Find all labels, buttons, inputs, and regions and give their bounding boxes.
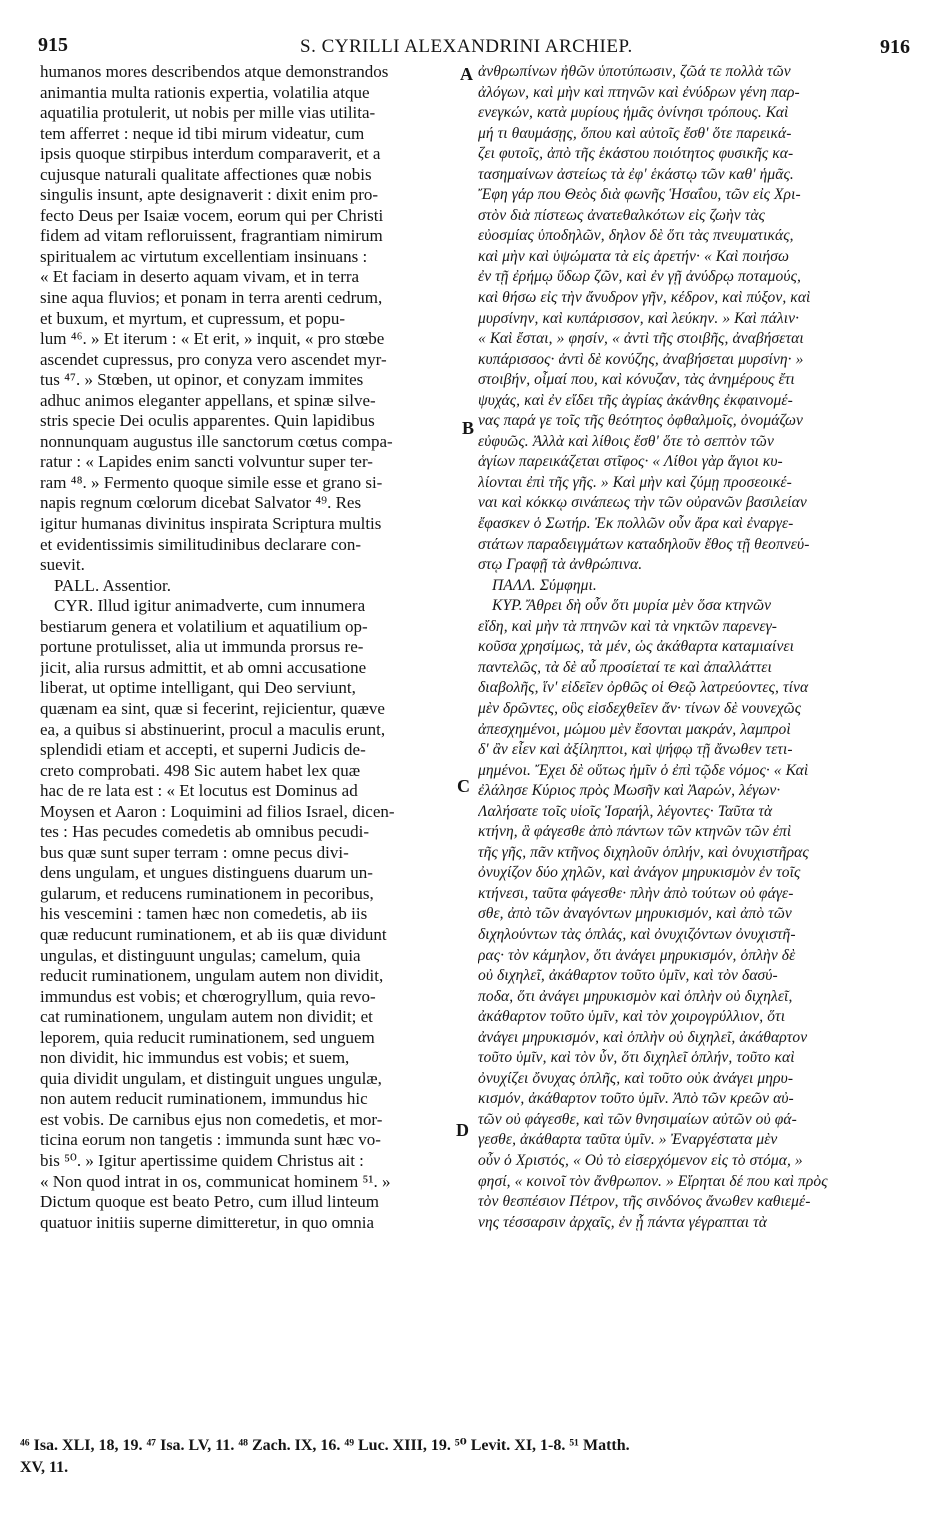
latin-text-line: non dividit, hic immundus est vobis; et suem, xyxy=(40,1048,350,1068)
latin-text-line: hac de re lata est : « Et locutus est Dominus ad xyxy=(40,781,358,801)
greek-text-line: ψυχάς, καὶ ἐν εἴδει τῆς ἀγρίας ἀκάνθης ἐκφαινομέ- xyxy=(478,391,793,409)
latin-text-line: cujusque naturali qualitate affectiones quæ nobis xyxy=(40,164,372,184)
greek-text-line: στὸν διὰ πίστεως ἀνατεθαλκότων εἰς ζωὴν τὰς xyxy=(478,206,766,224)
latin-text-line: ea, a quibus si abstinuerint, procul a maculis erunt, xyxy=(40,719,386,739)
latin-text-line: aquatilia protulerit, ut nobis per mille vias utilita- xyxy=(40,103,376,123)
latin-text-line: singulis insunt, apte designaverit : dixit enim pro- xyxy=(40,185,379,205)
greek-text-line: φησί, « κοινοῖ τὸν ἄνθρωπον. » Εἴρηται δέ που καὶ πρὸς xyxy=(478,1172,828,1190)
greek-text-line: οὐ διχηλεῖ, ἀκάθαρτον τοῦτο ὑμῖν, καὶ τὸν δασύ- xyxy=(478,967,778,985)
greek-text-line: « Καὶ ἔσται, » φησίν, « ἀντὶ τῆς στοιβῆς, ἀναβήσεται xyxy=(478,330,804,348)
latin-text-line: est vobis. De carnibus ejus non comedetis, et mor- xyxy=(40,1109,383,1129)
latin-text-line: adhuc animos eleganter appellans, et spinæ silve- xyxy=(40,390,376,410)
latin-text-line: ascendet cupressus, pro conyza vero ascendet myr- xyxy=(40,349,387,369)
greek-text-line: ρας· τὸν κάμηλον, ὅτι ἀνάγει μηρυκισμόν, ὁπλὴν δὲ xyxy=(478,946,796,964)
latin-text-line: fecto Deus per Isaiæ vocem, eorum qui per Christi xyxy=(40,205,384,225)
greek-text-line: τῶν οὐ φάγεσθε, καὶ τῶν θνησιμαίων αὐτῶν οὐ φά- xyxy=(478,1110,797,1128)
greek-text-line: καὶ θήσω εἰς τὴν ἄνυδρον γῆν, κέδρον, καὶ πύξον, καὶ xyxy=(478,289,811,307)
margin-marker-a: A xyxy=(460,64,473,84)
latin-text-line: napis regnum cœlorum dicebat Salvator ⁴⁹. Res xyxy=(40,493,362,513)
greek-text-line: κτήνεσι, ταῦτα φάγεσθε· πλὴν ἀπὸ τούτων οὐ φάγε- xyxy=(478,884,794,902)
margin-marker-b: B xyxy=(462,418,475,438)
greek-text-line: τὸν θεσπέσιον Πέτρον, τῆς σινδόνος ἄνωθεν καθιεμέ- xyxy=(478,1193,811,1211)
latin-text-line: nonnunquam augustus ille sanctorum cœtus compa- xyxy=(40,431,393,451)
latin-text-line: quia dividit ungulam, et distinguit ungues ungulæ, xyxy=(40,1068,382,1088)
latin-text-line: lum ⁴⁶. » Et iterum : « Et erit, » inquit, « pro stœbe xyxy=(40,329,385,349)
latin-text-line: sine aqua fluvios; et ponam in terra arenti cedrum, xyxy=(40,288,383,308)
latin-text-line: dens ungulam, et ungues distinguens duarum un- xyxy=(40,863,373,883)
latin-text-line: bestiarum genera et volatilium et aquatilium op- xyxy=(40,616,368,636)
greek-text-line: ναι καὶ κόκκῳ σινάπεως τὴν τῶν οὐρανῶν βασιλείαν xyxy=(478,494,807,512)
greek-text-line: ἔφασκεν ὁ Σωτήρ. Ἐκ πολλῶν οὖν ἄρα καὶ ἐναργε- xyxy=(478,515,794,533)
greek-text-line: κοῦσα χρησίμως, τὰ μέν, ὡς ἀκάθαρτα καταμιαίνει xyxy=(478,638,795,656)
left-page-number: 915 xyxy=(38,34,68,56)
greek-text-line: κτήνη, ἃ φάγεσθε ἀπὸ πάντων τῶν κτηνῶν τῶν ἐπὶ xyxy=(478,823,792,841)
latin-text-line: fidem ad vitam refloruissent, fragrantiam nimirum xyxy=(40,226,383,246)
greek-text-line: μὲν δρῶντες, οὓς εἰσδεχθεῖεν ἄν· τίνων δὲ νουνεχῶς xyxy=(478,699,802,717)
greek-text-line: ἐν τῇ ἐρήμῳ ὕδωρ ζῶν, καὶ ἐν γῇ ἀνύδρῳ ποταμούς, xyxy=(478,268,801,286)
latin-text-line: bis ⁵⁰. » Igitur apertissime quidem Christus ait : xyxy=(40,1150,364,1170)
greek-text-line: παντελῶς, τὰ δὲ αὖ προσίεταί τε καὶ ἀπαλλάττει xyxy=(478,658,772,676)
greek-text-line: διαβολῆς, ἵν' εἰδεῖεν ὀρθῶς οἱ Θεῷ λατρεύοντες, τίνα xyxy=(478,679,809,697)
latin-text-line: PALL. Assentior. xyxy=(54,575,171,595)
right-page-number: 916 xyxy=(880,36,910,58)
greek-text-line: καὶ μὴν καὶ ὑψώματα τὰ εἰς ἀρετήν· « Καὶ ποιήσω xyxy=(478,247,790,265)
greek-text-line: δ' ἂν εἶεν καὶ ἀξίληπτοι, καὶ ψήφῳ τῇ ἄνωθεν τετι- xyxy=(478,741,793,759)
greek-text-line: ὀνυχίζει ὄνυχας ὁπλῆς, καὶ τοῦτο οὐκ ἀνάγει μηρυ- xyxy=(478,1069,794,1087)
footnotes xyxy=(20,1435,920,1479)
greek-text-line: ἀνάγει μηρυκισμόν, καὶ ὁπλὴν οὐ διχηλεῖ, ἀκάθαρτον xyxy=(478,1028,808,1046)
latin-text-line: tes : Has pecudes comedetis ab omnibus pecudi- xyxy=(40,822,370,842)
greek-text-line: ἀλόγων, καὶ μὴν καὶ πτηνῶν καὶ ἐνύδρων γένη παρ- xyxy=(478,83,800,101)
latin-text-line: ungulas, et distinguunt ungulas; camelum, quia xyxy=(40,945,361,965)
latin-text-line: jicit, alia rursus admittit, et ab omni accusatione xyxy=(40,657,367,677)
latin-text-line: « Et faciam in deserto aquam vivam, et in terra xyxy=(40,267,360,287)
greek-text-line: κυπάρισσος· ἀντὶ δὲ κονύζης, ἀναβήσεται μυρσίνη· » xyxy=(478,350,804,368)
greek-text-line: στοιβήν, οἶμαί που, καὶ κόνυζαν, τὰς ἀνημέρους ἔτι xyxy=(478,371,795,389)
greek-text-line: σθε, ἀπὸ τῶν ἀναγόντων μηρυκισμόν, καὶ ἀπὸ τῶν xyxy=(478,905,792,923)
greek-text-line: Λαλήσατε τοῖς υἱοῖς Ἰσραήλ, λέγοντες· Ταῦτα τὰ xyxy=(478,802,773,820)
latin-text-line: quæ reducunt ruminationem, et ab iis quæ dividunt xyxy=(40,924,387,944)
greek-text-line: ἀπεσχημένοι, μώμου μὲν ἔσονται μακράν, λαμπροὶ xyxy=(478,720,791,738)
margin-marker-d: D xyxy=(456,1120,469,1140)
greek-text-line: Ἔφη γάρ που Θεὸς διὰ φωνῆς Ἡσαΐου, τῶν εἰς Χρι- xyxy=(478,186,801,204)
footnote-line: XV, 11. xyxy=(20,1459,69,1476)
latin-text-line: bus quæ sunt super terram : omne pecus divi- xyxy=(40,842,349,862)
latin-text-line: his vescemini : tamen hæc non comedetis, ab iis xyxy=(40,904,368,924)
greek-text-line: ἀκάθαρτον τοῦτο ὑμῖν, καὶ τὸν χοιρογρύλλιον, ὅτι xyxy=(478,1008,786,1026)
greek-text-line: εἴδη, καὶ μὴν τὰ πτηνῶν καὶ τὰ νηκτῶν παρενεγ- xyxy=(478,617,778,635)
greek-text-line: κισμόν, ἀκάθαρτον τοῦτο ὑμῖν. Ἀπὸ τῶν κρεῶν αὐ- xyxy=(478,1090,794,1108)
greek-text-line: ενεγκών, κατὰ μυρίους ἡμᾶς ὀνίνησι τρόπους. Καὶ xyxy=(478,104,789,122)
greek-text-line: ζει φυτοῖς, ἀπὸ τῆς ἑκάστου ποιότητος φυσικῆς κα- xyxy=(478,145,794,163)
margin-marker-c: C xyxy=(457,776,470,796)
latin-text-line: ticina eorum non tangetis : immunda sunt hæc vo- xyxy=(40,1130,381,1150)
latin-text-line: gularum, et reducens ruminationem in pecoribus, xyxy=(40,883,374,903)
latin-text-line: portune protulisset, alia ut immunda prorsus re- xyxy=(40,637,364,657)
latin-text-line: CYR. Illud igitur animadverte, cum innumera xyxy=(54,596,366,616)
latin-text-line: animantia multa rationis expertia, volatilia atque xyxy=(40,82,370,102)
greek-text-line: στῳ Γραφῇ τὰ ἀνθρώπινα. xyxy=(478,556,643,574)
latin-text-line: leporem, quia reducit ruminationem, sed unguem xyxy=(40,1027,375,1047)
latin-text-line: immundus est vobis; et chœrogryllum, quia revo- xyxy=(40,986,376,1006)
greek-text-line: τῆς γῆς, πᾶν κτῆνος διχηλοῦν ὁπλήν, καὶ ὀνυχιστῆρας xyxy=(478,843,809,861)
greek-text-line: ΚΥΡ. Ἄθρει δὴ οὖν ὅτι μυρία μὲν ὅσα κτηνῶν xyxy=(492,597,772,615)
latin-column xyxy=(40,62,456,1233)
greek-text-line: τοῦτο ὑμῖν, καὶ τὸν ὗν, ὅτι διχηλεῖ ὁπλήν, τοῦτο καὶ xyxy=(478,1049,795,1067)
greek-text-line: τασημαίνων ἀστείως τὰ ἐφ' ἑκάστῳ τῶν καθ' ἡμᾶς. xyxy=(478,165,794,183)
greek-text-line: ἐλάλησε Κύριος πρὸς Μωσῆν καὶ Ἀαρών, λέγων· xyxy=(478,782,781,800)
latin-text-line: et buxum, et myrtum, et cupressum, et popu- xyxy=(40,308,345,328)
latin-text-line: igitur humanas divinitus inspirata Scriptura multis xyxy=(40,514,382,534)
greek-text-line: λίονται ἐπὶ τῆς γῆς. » Καὶ μὴν καὶ ζύμῃ προσεοικέ- xyxy=(478,473,792,491)
greek-text-line: ὀνυχίζον δύο χηλῶν, καὶ ἀνάγον μηρυκισμὸν ἐν τοῖς xyxy=(478,864,801,882)
footnote-line: ⁴⁶ Isa. XLI, 18, 19. ⁴⁷ Isa. LV, 11. ⁴⁸ Zach. IX, 16. ⁴⁹ Luc. XIII, 19. ⁵⁰ Levit. XI, 1-8. ⁵¹ Matth. xyxy=(20,1437,630,1454)
latin-text-line: stris specie Dei oculis apparentes. Quin lapidibus xyxy=(40,411,375,431)
greek-text-line: ποδα, ὅτι ἀνάγει μηρυκισμὸν καὶ ὁπλὴν οὐ διχηλεῖ, xyxy=(478,987,793,1005)
latin-text-line: ipsis quoque stirpibus interdum comparaverit, et a xyxy=(40,144,381,164)
running-title: S. CYRILLI ALEXANDRINI ARCHIEP. xyxy=(300,36,633,57)
latin-text-line: ram ⁴⁸. » Fermento quoque simile esse et grano si- xyxy=(40,472,383,492)
greek-text-line: εὐοσμίας ὑποδηλῶν, δηλον δὲ ὅτι τὰς πνευματικάς, xyxy=(478,227,794,245)
latin-text-line: suevit. xyxy=(40,555,85,575)
latin-text-line: « Non quod intrat in os, communicat hominem ⁵¹. » xyxy=(40,1171,391,1191)
latin-text-line: Dictum quoque est beato Petro, cum illud linteum xyxy=(40,1192,379,1212)
latin-text-line: tem afferret : neque id tibi mirum videatur, cum xyxy=(40,123,365,143)
latin-text-line: humanos mores describendos atque demonstrandos xyxy=(40,62,389,81)
latin-text-line: tus ⁴⁷. » Stœben, ut opinor, et conyzam immites xyxy=(40,370,364,390)
greek-text-line: γεσθε, ἀκάθαρτα ταῦτα ὑμῖν. » Ἐναργέστατα μὲν xyxy=(478,1131,778,1149)
latin-text-line: Moysen et Aaron : Loquimini ad filios Israel, dicen- xyxy=(40,801,395,821)
latin-text-line: quænam ea sint, quæ si fecerint, rejicientur, quæve xyxy=(40,698,385,718)
greek-text-line: μή τι θαυμάσῃς, ὅπου καὶ αὐτοῖς ἔσθ' ὅτε παρεικά- xyxy=(478,124,792,142)
latin-text-line: cat ruminationem, ungulam autem non dividit; et xyxy=(40,1007,373,1027)
greek-text-line: στάτων παραδειγμάτων καταδηλοῦν ἔθος τῇ θεοπνεύ- xyxy=(478,535,810,553)
greek-text-line: νης τέσσαρσιν ἀρχαῖς, ἐν ᾗ πάντα γέγραπται τὰ xyxy=(478,1213,767,1231)
greek-text-line: νας παρά γε τοῖς τῆς θεότητος ὀφθαλμοῖς, ὀνομάζων xyxy=(478,412,804,430)
latin-text-line: creto comprobati. 498 Sic autem habet lex quæ xyxy=(40,760,361,780)
latin-text-line: et evidentissimis similitudinibus declarare con- xyxy=(40,534,362,554)
greek-text-line: εὐφυῶς. Ἀλλὰ καὶ λίθοις ἔσθ' ὅτε τὸ σεπτὸν τῶν xyxy=(478,432,774,450)
latin-text-line: spiritualem ac virtutum excellentiam insinuans : xyxy=(40,246,368,266)
latin-text-line: non autem reducit ruminationem, immundus hic xyxy=(40,1089,368,1109)
greek-column xyxy=(478,62,908,1233)
greek-text-line: ΠΑΛΛ. Σύμφημι. xyxy=(492,576,597,594)
greek-text-line: ἀνθρωπίνων ἠθῶν ὑποτύπωσιν, ζῶά τε πολλὰ τῶν xyxy=(478,63,791,80)
page-header xyxy=(0,34,936,64)
greek-text-line: ἁγίων παρεικάζεται στῖφος· « Λίθοι γὰρ ἅγιοι κυ- xyxy=(478,453,783,471)
greek-text-line: μυρσίνην, καὶ κυπάρισσον, καὶ λεύκην. » Καὶ πάλιν· xyxy=(478,309,800,327)
latin-text-line: quatuor initiis superne dimitteretur, in quo omnia xyxy=(40,1212,375,1232)
latin-text-line: liberat, ut optime intelligant, qui Deo serviunt, xyxy=(40,678,356,698)
latin-text-line: reducit ruminationem, ungulam autem non dividit, xyxy=(40,966,384,986)
greek-text-line: μημένοι. Ἔχει δὲ οὕτως ἡμῖν ὁ ἐπὶ τῷδε νόμος· « Καὶ xyxy=(478,761,809,779)
latin-text-line: ratur : « Lapides enim sancti volvuntur super ter- xyxy=(40,452,373,472)
greek-text-line: οὖν ὁ Χριστός, « Οὐ τὸ εἰσερχόμενον εἰς τὸ στόμα, » xyxy=(478,1151,803,1169)
latin-text-line: splendidi etiam et accepti, et superni Judicis de- xyxy=(40,740,366,760)
greek-text-line: διχηλούντων τὰς ὁπλάς, καὶ ὀνυχιζόντων ὀνυχιστῆ- xyxy=(478,925,796,943)
